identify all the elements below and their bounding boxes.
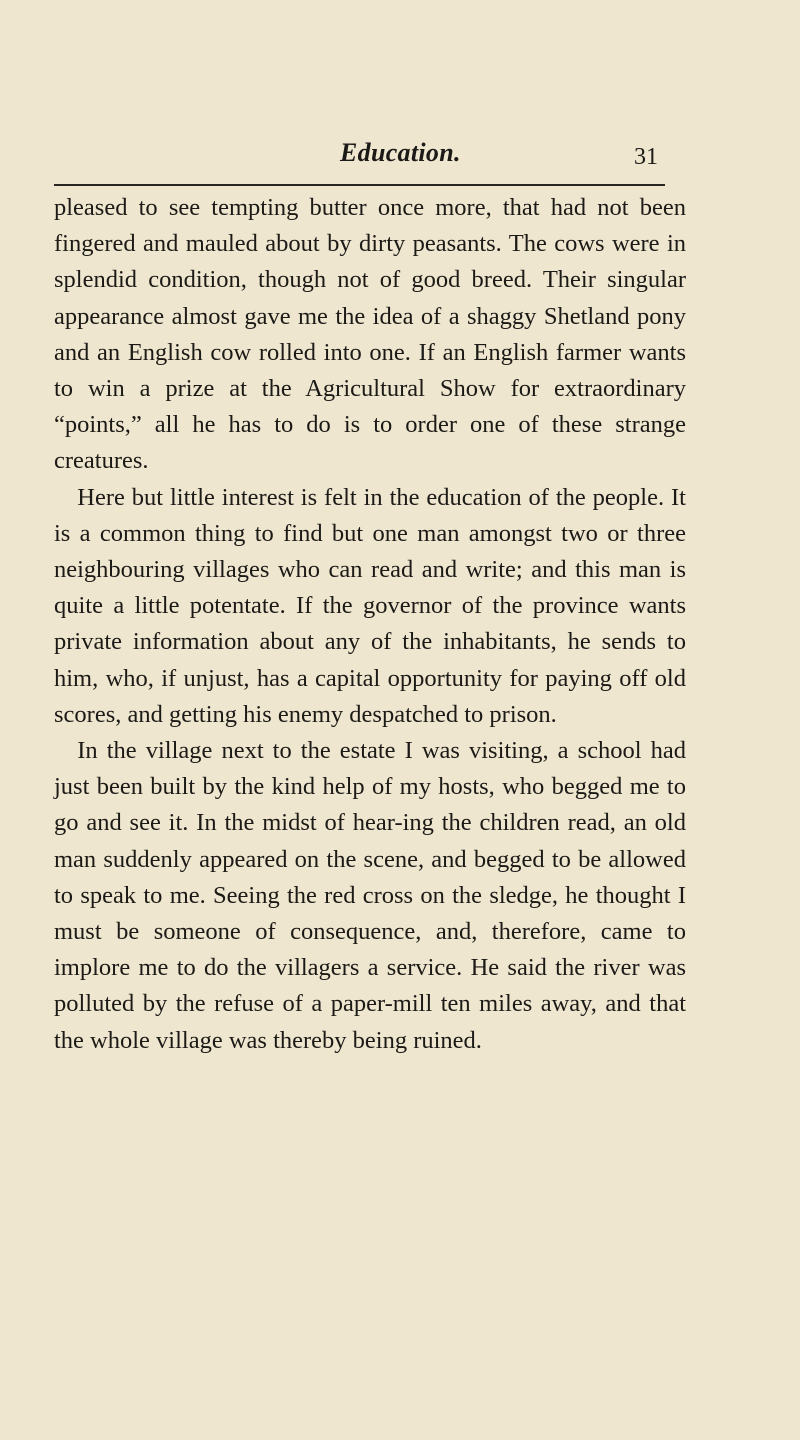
paragraph-2: Here but little interest is felt in the education of the people. It is a common thing to find but one man amongst two or three neighbouring villages who can read and write; and this man is quite a little potentate. If the governor of the province wants private information about any of the inhabitants, he sends to him, who, if unjust, has a capital opportunity for paying off old scores, and getting his enemy despatched to prison.	[54, 483, 686, 728]
running-head	[0, 138, 800, 178]
running-title: Education.	[340, 138, 461, 167]
paragraph-3: In the village next to the estate I was visiting, a school had just been built by the kind help of my hosts, who begged me to go and see it. In the midst of hear-ing the children read, an old man suddenly appeared on the scene, and begged to be allowed to speak to me. Seeing the red cross on the sledge, he thought I must be someone of consequence, and, therefore, came to implore me to do the villagers a service. He said the river was polluted by the refuse of a paper-mill ten miles away, and that the whole village was thereby being ruined.	[54, 737, 686, 1054]
page-number: 31	[634, 144, 658, 170]
header-rule	[54, 184, 665, 186]
paragraph-1: pleased to see tempting butter once more, that had not been fingered and mauled about by dirty peasants. The cows were in splendid condition, though not of good breed. Their singular appearance almost gave me the idea of a shaggy Shetland pony and an English cow rolled into one. If an English farmer wants to win a prize at the Agricultural Show for extraordinary “points,” all he has to do is to order one of these strange creatures.	[54, 194, 686, 475]
body-text	[54, 190, 686, 1059]
